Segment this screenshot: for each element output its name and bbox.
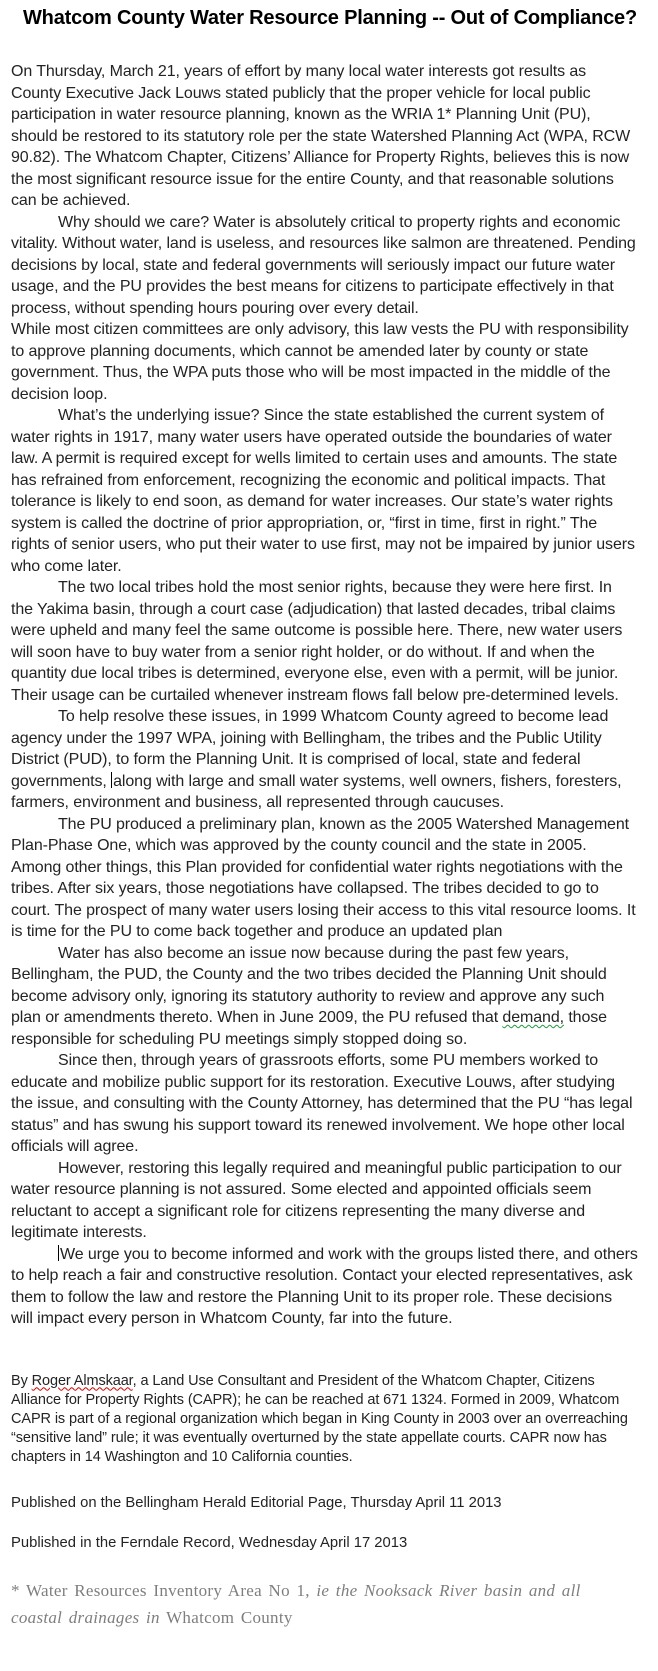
- paragraph: [11, 405, 638, 577]
- text-segment-italic: ie the Nooksack River basin and all coastal drainages in: [11, 1580, 581, 1627]
- text-segment: Why should we care? Water is absolutely critical to property rights and economic vitality. Without water, land is useless, and resources like salmon are threatened. Pending decisions by local, state and federal governments will seriously impact our future water usage, and the PU provides the best means for citizens to participate effectively in that process, without spending hours pouring over every detail.: [11, 213, 636, 317]
- paragraph: [11, 1244, 638, 1330]
- text-segment: While most citizen committees are only advisory, this law vests the PU with responsibility to approve planning documents, which cannot be amended later by county or state government. Thus, the WPA puts those who will be most impacted in the middle of the decision loop.: [11, 321, 629, 403]
- text-segment: Whatcom County: [159, 1607, 293, 1627]
- text-caret: [58, 1245, 59, 1261]
- text-segment: The PU produced a preliminary plan, known as the 2005 Watershed Management Plan-Phase One, which was approved by the county council and the state in 2005. Among other things, this Plan provided for confidential water rights negotiations with the tribes. After six years, those negotiations have collapsed. The tribes decided to go to court. The prospect of many water users losing their access to this vital resource looms. It is time for the PU to come back together and produce an updated plan: [11, 815, 636, 940]
- text-segment-squiggle-red: Roger Almskaar: [31, 1372, 133, 1389]
- paragraph: [11, 61, 638, 212]
- paragraph: [11, 814, 638, 943]
- paragraph: [11, 706, 638, 814]
- text-segment-squiggle-green: demand,: [502, 1009, 564, 1026]
- published-line-bellingham-herald: Published on the Bellingham Herald Editorial Page, Thursday April 11 2013: [11, 1494, 502, 1511]
- published-line-ferndale-record: Published in the Ferndale Record, Wednesday April 17 2013: [11, 1534, 408, 1551]
- text-segment: Since then, through years of grassroots efforts, some PU members worked to educate and mobilize public support for its restoration. Executive Louws, after studying the issue, and consulting with the County Attorney, has determined that the PU “has legal status” and has swung his support toward its renewed involvement. We hope other local officials will agree.: [11, 1052, 633, 1155]
- paragraph: [11, 212, 638, 320]
- text-caret: [111, 772, 112, 788]
- text-segment: The two local tribes hold the most senior rights, because they were here first. In the Yakima basin, through a court case (adjudication) that lasted decades, tribal claims were upheld and many feel the same outcome is possible here. There, new water users will soon have to buy water from a senior right holder, or do without. If and when the quantity due local tribes is determined, everyone else, even with a permit, will be junior. Their usage can be curtailed whenever instream flows fall below pre-determined levels.: [11, 579, 623, 704]
- text-segment: , a Land Use Consultant and President of the Whatcom Chapter, Citizens Alliance for Property Rights (CAPR); he can be reached at 671 1324. Formed in 2009, Whatcom CAPR is part of a regional organization which began in King County in 2003 over an overreaching “sensitive land” rule; it was eventually overturned by the state appellate courts. CAPR now has chapters in 14 Washington and 10 California counties.: [11, 1372, 628, 1465]
- text-segment: along with large and small water systems, well owners, fishers, foresters, farmers, environment and business, all represented through caucuses.: [11, 772, 622, 811]
- article-body: [11, 61, 638, 1330]
- text-segment: those responsible for scheduling PU meetings simply stopped doing so.: [11, 1009, 607, 1048]
- text-segment: On Thursday, March 21, years of effort by many local water interests got results as County Executive Jack Louws stated publicly that the proper vehicle for local public participation in water resource planning, known as the WRIA 1* Planning Unit (PU), should be restored to its statutory role per the state Watershed Planning Act (WPA, RCW 90.82). The Whatcom Chapter, Citizens’ Alliance for Property Rights, believes this is now the most significant resource issue for the entire County, and that reasonable solutions can be achieved.: [11, 63, 631, 209]
- text-segment: To help resolve these issues, in 1999 Whatcom County agreed to become lead agency under the 1997 WPA, joining with Bellingham, the tribes and the Public Utility District (PUD), to form the Planning Unit. It is comprised of local, state and federal governments,: [11, 708, 609, 790]
- text-segment: By: [11, 1372, 32, 1389]
- footnote: [11, 1577, 638, 1631]
- text-segment: What’s the underlying issue? Since the state established the current system of water rights in 1917, many water users have operated outside the boundaries of water law. A permit is required except for wells limited to certain uses and amounts. The state has refrained from enforcement, recognizing the economic and political impacts. That tolerance is likely to end soon, as demand for water increases. Our state’s water rights system is called the doctrine of prior appropriation, or, “first in time, first in right.” The rights of senior users, who put their water to use first, may not be impaired by junior users who come later.: [11, 407, 635, 575]
- text-segment: * Water Resources Inventory Area No 1,: [11, 1580, 317, 1600]
- text-segment: We urge you to become informed and work with the groups listed there, and others to help reach a fair and constructive resolution. Contact your elected representatives, ask them to follow the law and restore the Planning Unit to its proper role. These decisions will impact every person in Whatcom County, far into the future.: [11, 1245, 638, 1327]
- paragraph: [11, 319, 638, 405]
- text-segment: Water has also become an issue now because during the past few years, Bellingham, the PUD, the County and the two tribes decided the Planning Unit should become advisory only, ignoring its statutory authority to review and approve any such plan or amendments thereto. When in June 2009, the PU refused that: [11, 944, 607, 1026]
- paragraph: [11, 1158, 638, 1244]
- paragraph: [11, 1050, 638, 1158]
- paragraph: [11, 943, 638, 1051]
- paragraph: [11, 577, 638, 706]
- byline: [11, 1372, 638, 1467]
- text-segment: However, restoring this legally required and meaningful public participation to our water resource planning is not assured. Some elected and appointed officials seem reluctant to accept a significant role for citizens representing the many diverse and legitimate interests.: [11, 1159, 622, 1241]
- page-title: Whatcom County Water Resource Planning -- Out of Compliance?: [23, 7, 637, 29]
